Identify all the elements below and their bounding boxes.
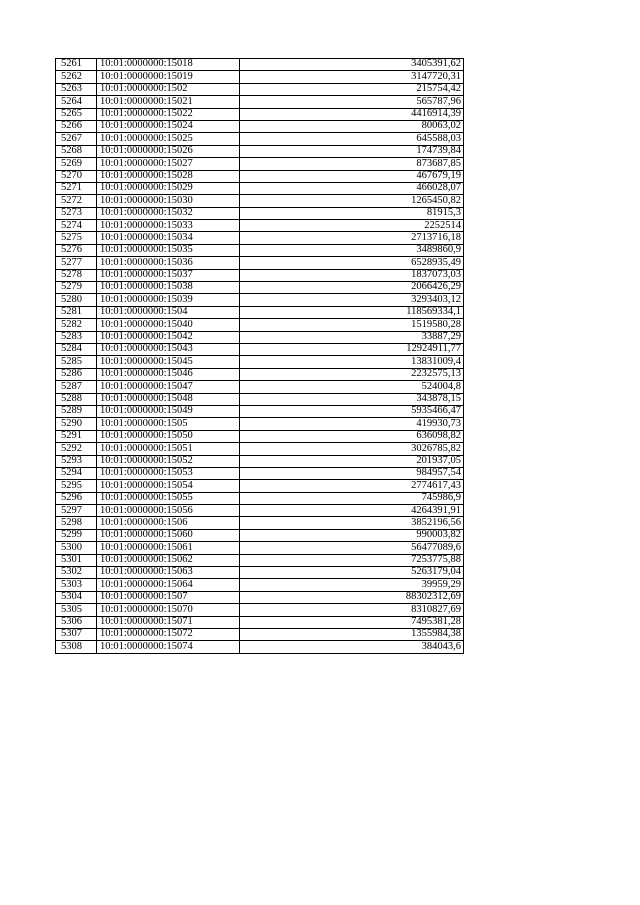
- table-row: [56, 96, 464, 108]
- table-body: [56, 59, 464, 654]
- cadastral-number-cell: 10:01:0000000:15072: [97, 628, 240, 640]
- cadastral-number-cell: 10:01:0000000:15063: [97, 567, 240, 579]
- table-row: [56, 59, 464, 71]
- cadastral-value-table: [55, 58, 464, 654]
- value-cell: 81915,3: [240, 207, 464, 219]
- cadastral-number-cell: 10:01:0000000:15037: [97, 269, 240, 281]
- cadastral-number-cell: 10:01:0000000:15024: [97, 120, 240, 132]
- value-cell: 419930,73: [240, 418, 464, 430]
- cadastral-number-cell: 10:01:0000000:15040: [97, 319, 240, 331]
- cadastral-number-cell: 10:01:0000000:15060: [97, 529, 240, 541]
- row-number-cell: 5307: [56, 628, 97, 640]
- cadastral-number-cell: 10:01:0000000:15019: [97, 71, 240, 83]
- value-cell: 990003,82: [240, 529, 464, 541]
- table-row: [56, 418, 464, 430]
- table-row: [56, 443, 464, 455]
- cadastral-number-cell: 10:01:0000000:15022: [97, 108, 240, 120]
- row-number-cell: 5291: [56, 430, 97, 442]
- row-number-cell: 5279: [56, 282, 97, 294]
- value-cell: 3147720,31: [240, 71, 464, 83]
- row-number-cell: 5308: [56, 641, 97, 653]
- value-cell: 343878,15: [240, 393, 464, 405]
- row-number-cell: 5267: [56, 133, 97, 145]
- value-cell: 384043,6: [240, 641, 464, 653]
- cadastral-number-cell: 10:01:0000000:15025: [97, 133, 240, 145]
- cadastral-number-cell: 10:01:0000000:15053: [97, 467, 240, 479]
- row-number-cell: 5268: [56, 145, 97, 157]
- cadastral-number-cell: 10:01:0000000:1507: [97, 591, 240, 603]
- table-row: [56, 405, 464, 417]
- row-number-cell: 5302: [56, 567, 97, 579]
- table-row: [56, 604, 464, 616]
- row-number-cell: 5282: [56, 319, 97, 331]
- value-cell: 215754,42: [240, 83, 464, 95]
- table-row: [56, 579, 464, 591]
- row-number-cell: 5304: [56, 591, 97, 603]
- table-row: [56, 83, 464, 95]
- value-cell: 2232575,13: [240, 368, 464, 380]
- cadastral-number-cell: 10:01:0000000:15052: [97, 455, 240, 467]
- cadastral-number-cell: 10:01:0000000:15064: [97, 579, 240, 591]
- table-row: [56, 244, 464, 256]
- value-cell: 201937,05: [240, 455, 464, 467]
- table-row: [56, 269, 464, 281]
- cadastral-number-cell: 10:01:0000000:1506: [97, 517, 240, 529]
- row-number-cell: 5285: [56, 356, 97, 368]
- cadastral-number-cell: 10:01:0000000:15050: [97, 430, 240, 442]
- table-row: [56, 232, 464, 244]
- value-cell: 3489860,9: [240, 244, 464, 256]
- table-row: [56, 145, 464, 157]
- table-row: [56, 331, 464, 343]
- row-number-cell: 5265: [56, 108, 97, 120]
- value-cell: 745986,9: [240, 492, 464, 504]
- row-number-cell: 5269: [56, 158, 97, 170]
- row-number-cell: 5297: [56, 505, 97, 517]
- table-row: [56, 393, 464, 405]
- value-cell: 1519580,28: [240, 319, 464, 331]
- value-cell: 3026785,82: [240, 443, 464, 455]
- table-row: [56, 120, 464, 132]
- cadastral-number-cell: 10:01:0000000:15039: [97, 294, 240, 306]
- row-number-cell: 5300: [56, 542, 97, 554]
- value-cell: 636098,82: [240, 430, 464, 442]
- cadastral-number-cell: 10:01:0000000:15070: [97, 604, 240, 616]
- value-cell: 174739,84: [240, 145, 464, 157]
- row-number-cell: 5271: [56, 182, 97, 194]
- value-cell: 13831009,4: [240, 356, 464, 368]
- cadastral-number-cell: 10:01:0000000:15062: [97, 554, 240, 566]
- value-cell: 2713716,18: [240, 232, 464, 244]
- row-number-cell: 5276: [56, 244, 97, 256]
- row-number-cell: 5283: [56, 331, 97, 343]
- table-row: [56, 492, 464, 504]
- row-number-cell: 5296: [56, 492, 97, 504]
- row-number-cell: 5264: [56, 96, 97, 108]
- row-number-cell: 5293: [56, 455, 97, 467]
- cadastral-number-cell: 10:01:0000000:15042: [97, 331, 240, 343]
- table-row: [56, 343, 464, 355]
- cadastral-number-cell: 10:01:0000000:15036: [97, 257, 240, 269]
- row-number-cell: 5277: [56, 257, 97, 269]
- table-row: [56, 542, 464, 554]
- row-number-cell: 5272: [56, 195, 97, 207]
- table-row: [56, 133, 464, 145]
- cadastral-number-cell: 10:01:0000000:15043: [97, 343, 240, 355]
- value-cell: 1837073,03: [240, 269, 464, 281]
- row-number-cell: 5278: [56, 269, 97, 281]
- row-number-cell: 5280: [56, 294, 97, 306]
- table-row: [56, 628, 464, 640]
- row-number-cell: 5290: [56, 418, 97, 430]
- value-cell: 466028,07: [240, 182, 464, 194]
- table-row: [56, 381, 464, 393]
- value-cell: 4264391,91: [240, 505, 464, 517]
- value-cell: 3293403,12: [240, 294, 464, 306]
- value-cell: 56477089,6: [240, 542, 464, 554]
- value-cell: 2066426,29: [240, 282, 464, 294]
- table-row: [56, 505, 464, 517]
- cadastral-number-cell: 10:01:0000000:15030: [97, 195, 240, 207]
- row-number-cell: 5299: [56, 529, 97, 541]
- table-row: [56, 182, 464, 194]
- row-number-cell: 5294: [56, 467, 97, 479]
- cadastral-number-cell: 10:01:0000000:15049: [97, 405, 240, 417]
- table-row: [56, 480, 464, 492]
- value-cell: 118569334,1: [240, 306, 464, 318]
- table-row: [56, 257, 464, 269]
- row-number-cell: 5306: [56, 616, 97, 628]
- row-number-cell: 5270: [56, 170, 97, 182]
- cadastral-number-cell: 10:01:0000000:15045: [97, 356, 240, 368]
- cadastral-number-cell: 10:01:0000000:15035: [97, 244, 240, 256]
- cadastral-number-cell: 10:01:0000000:15033: [97, 220, 240, 232]
- cadastral-number-cell: 10:01:0000000:15074: [97, 641, 240, 653]
- row-number-cell: 5263: [56, 83, 97, 95]
- value-cell: 8310827,69: [240, 604, 464, 616]
- row-number-cell: 5292: [56, 443, 97, 455]
- table-row: [56, 282, 464, 294]
- table-row: [56, 294, 464, 306]
- cadastral-number-cell: 10:01:0000000:15038: [97, 282, 240, 294]
- row-number-cell: 5273: [56, 207, 97, 219]
- value-cell: 645588,03: [240, 133, 464, 145]
- row-number-cell: 5289: [56, 405, 97, 417]
- row-number-cell: 5287: [56, 381, 97, 393]
- cadastral-number-cell: 10:01:0000000:1504: [97, 306, 240, 318]
- row-number-cell: 5275: [56, 232, 97, 244]
- cadastral-number-cell: 10:01:0000000:15028: [97, 170, 240, 182]
- value-cell: 984957,54: [240, 467, 464, 479]
- table-row: [56, 567, 464, 579]
- value-cell: 5935466,47: [240, 405, 464, 417]
- table-row: [56, 591, 464, 603]
- value-cell: 12924911,77: [240, 343, 464, 355]
- cadastral-number-cell: 10:01:0000000:15026: [97, 145, 240, 157]
- table-row: [56, 455, 464, 467]
- value-cell: 524004,8: [240, 381, 464, 393]
- cadastral-number-cell: 10:01:0000000:15032: [97, 207, 240, 219]
- cadastral-number-cell: 10:01:0000000:15056: [97, 505, 240, 517]
- table-row: [56, 319, 464, 331]
- cadastral-number-cell: 10:01:0000000:15034: [97, 232, 240, 244]
- table-row: [56, 529, 464, 541]
- table-row: [56, 158, 464, 170]
- value-cell: 1355984,38: [240, 628, 464, 640]
- table-row: [56, 368, 464, 380]
- cadastral-number-cell: 10:01:0000000:15029: [97, 182, 240, 194]
- cadastral-number-cell: 10:01:0000000:1502: [97, 83, 240, 95]
- table-row: [56, 195, 464, 207]
- value-cell: 873687,85: [240, 158, 464, 170]
- table-row: [56, 467, 464, 479]
- table-row: [56, 641, 464, 653]
- value-cell: 7253775,88: [240, 554, 464, 566]
- value-cell: 2252514: [240, 220, 464, 232]
- row-number-cell: 5301: [56, 554, 97, 566]
- table-row: [56, 108, 464, 120]
- table-row: [56, 517, 464, 529]
- row-number-cell: 5262: [56, 71, 97, 83]
- value-cell: 39959,29: [240, 579, 464, 591]
- row-number-cell: 5288: [56, 393, 97, 405]
- cadastral-number-cell: 10:01:0000000:15027: [97, 158, 240, 170]
- value-cell: 88302312,69: [240, 591, 464, 603]
- table-row: [56, 554, 464, 566]
- table-row: [56, 220, 464, 232]
- value-cell: 7495381,28: [240, 616, 464, 628]
- table-row: [56, 616, 464, 628]
- row-number-cell: 5274: [56, 220, 97, 232]
- value-cell: 1265450,82: [240, 195, 464, 207]
- cadastral-number-cell: 10:01:0000000:15051: [97, 443, 240, 455]
- table-row: [56, 207, 464, 219]
- row-number-cell: 5281: [56, 306, 97, 318]
- value-cell: 467679,19: [240, 170, 464, 182]
- value-cell: 2774617,43: [240, 480, 464, 492]
- row-number-cell: 5286: [56, 368, 97, 380]
- value-cell: 565787,96: [240, 96, 464, 108]
- table-row: [56, 430, 464, 442]
- value-cell: 4416914,39: [240, 108, 464, 120]
- row-number-cell: 5303: [56, 579, 97, 591]
- row-number-cell: 5295: [56, 480, 97, 492]
- cadastral-number-cell: 10:01:0000000:1505: [97, 418, 240, 430]
- cadastral-number-cell: 10:01:0000000:15047: [97, 381, 240, 393]
- cadastral-number-cell: 10:01:0000000:15018: [97, 59, 240, 71]
- value-cell: 3852196,56: [240, 517, 464, 529]
- cadastral-number-cell: 10:01:0000000:15046: [97, 368, 240, 380]
- value-cell: 3405391,62: [240, 59, 464, 71]
- row-number-cell: 5298: [56, 517, 97, 529]
- cadastral-number-cell: 10:01:0000000:15021: [97, 96, 240, 108]
- cadastral-number-cell: 10:01:0000000:15061: [97, 542, 240, 554]
- table-row: [56, 356, 464, 368]
- table-row: [56, 306, 464, 318]
- value-cell: 5263179,04: [240, 567, 464, 579]
- cadastral-number-cell: 10:01:0000000:15055: [97, 492, 240, 504]
- value-cell: 6528935,49: [240, 257, 464, 269]
- value-cell: 80063,02: [240, 120, 464, 132]
- value-cell: 33887,29: [240, 331, 464, 343]
- row-number-cell: 5261: [56, 59, 97, 71]
- table-row: [56, 71, 464, 83]
- row-number-cell: 5305: [56, 604, 97, 616]
- cadastral-number-cell: 10:01:0000000:15071: [97, 616, 240, 628]
- row-number-cell: 5284: [56, 343, 97, 355]
- cadastral-number-cell: 10:01:0000000:15048: [97, 393, 240, 405]
- row-number-cell: 5266: [56, 120, 97, 132]
- table-row: [56, 170, 464, 182]
- cadastral-number-cell: 10:01:0000000:15054: [97, 480, 240, 492]
